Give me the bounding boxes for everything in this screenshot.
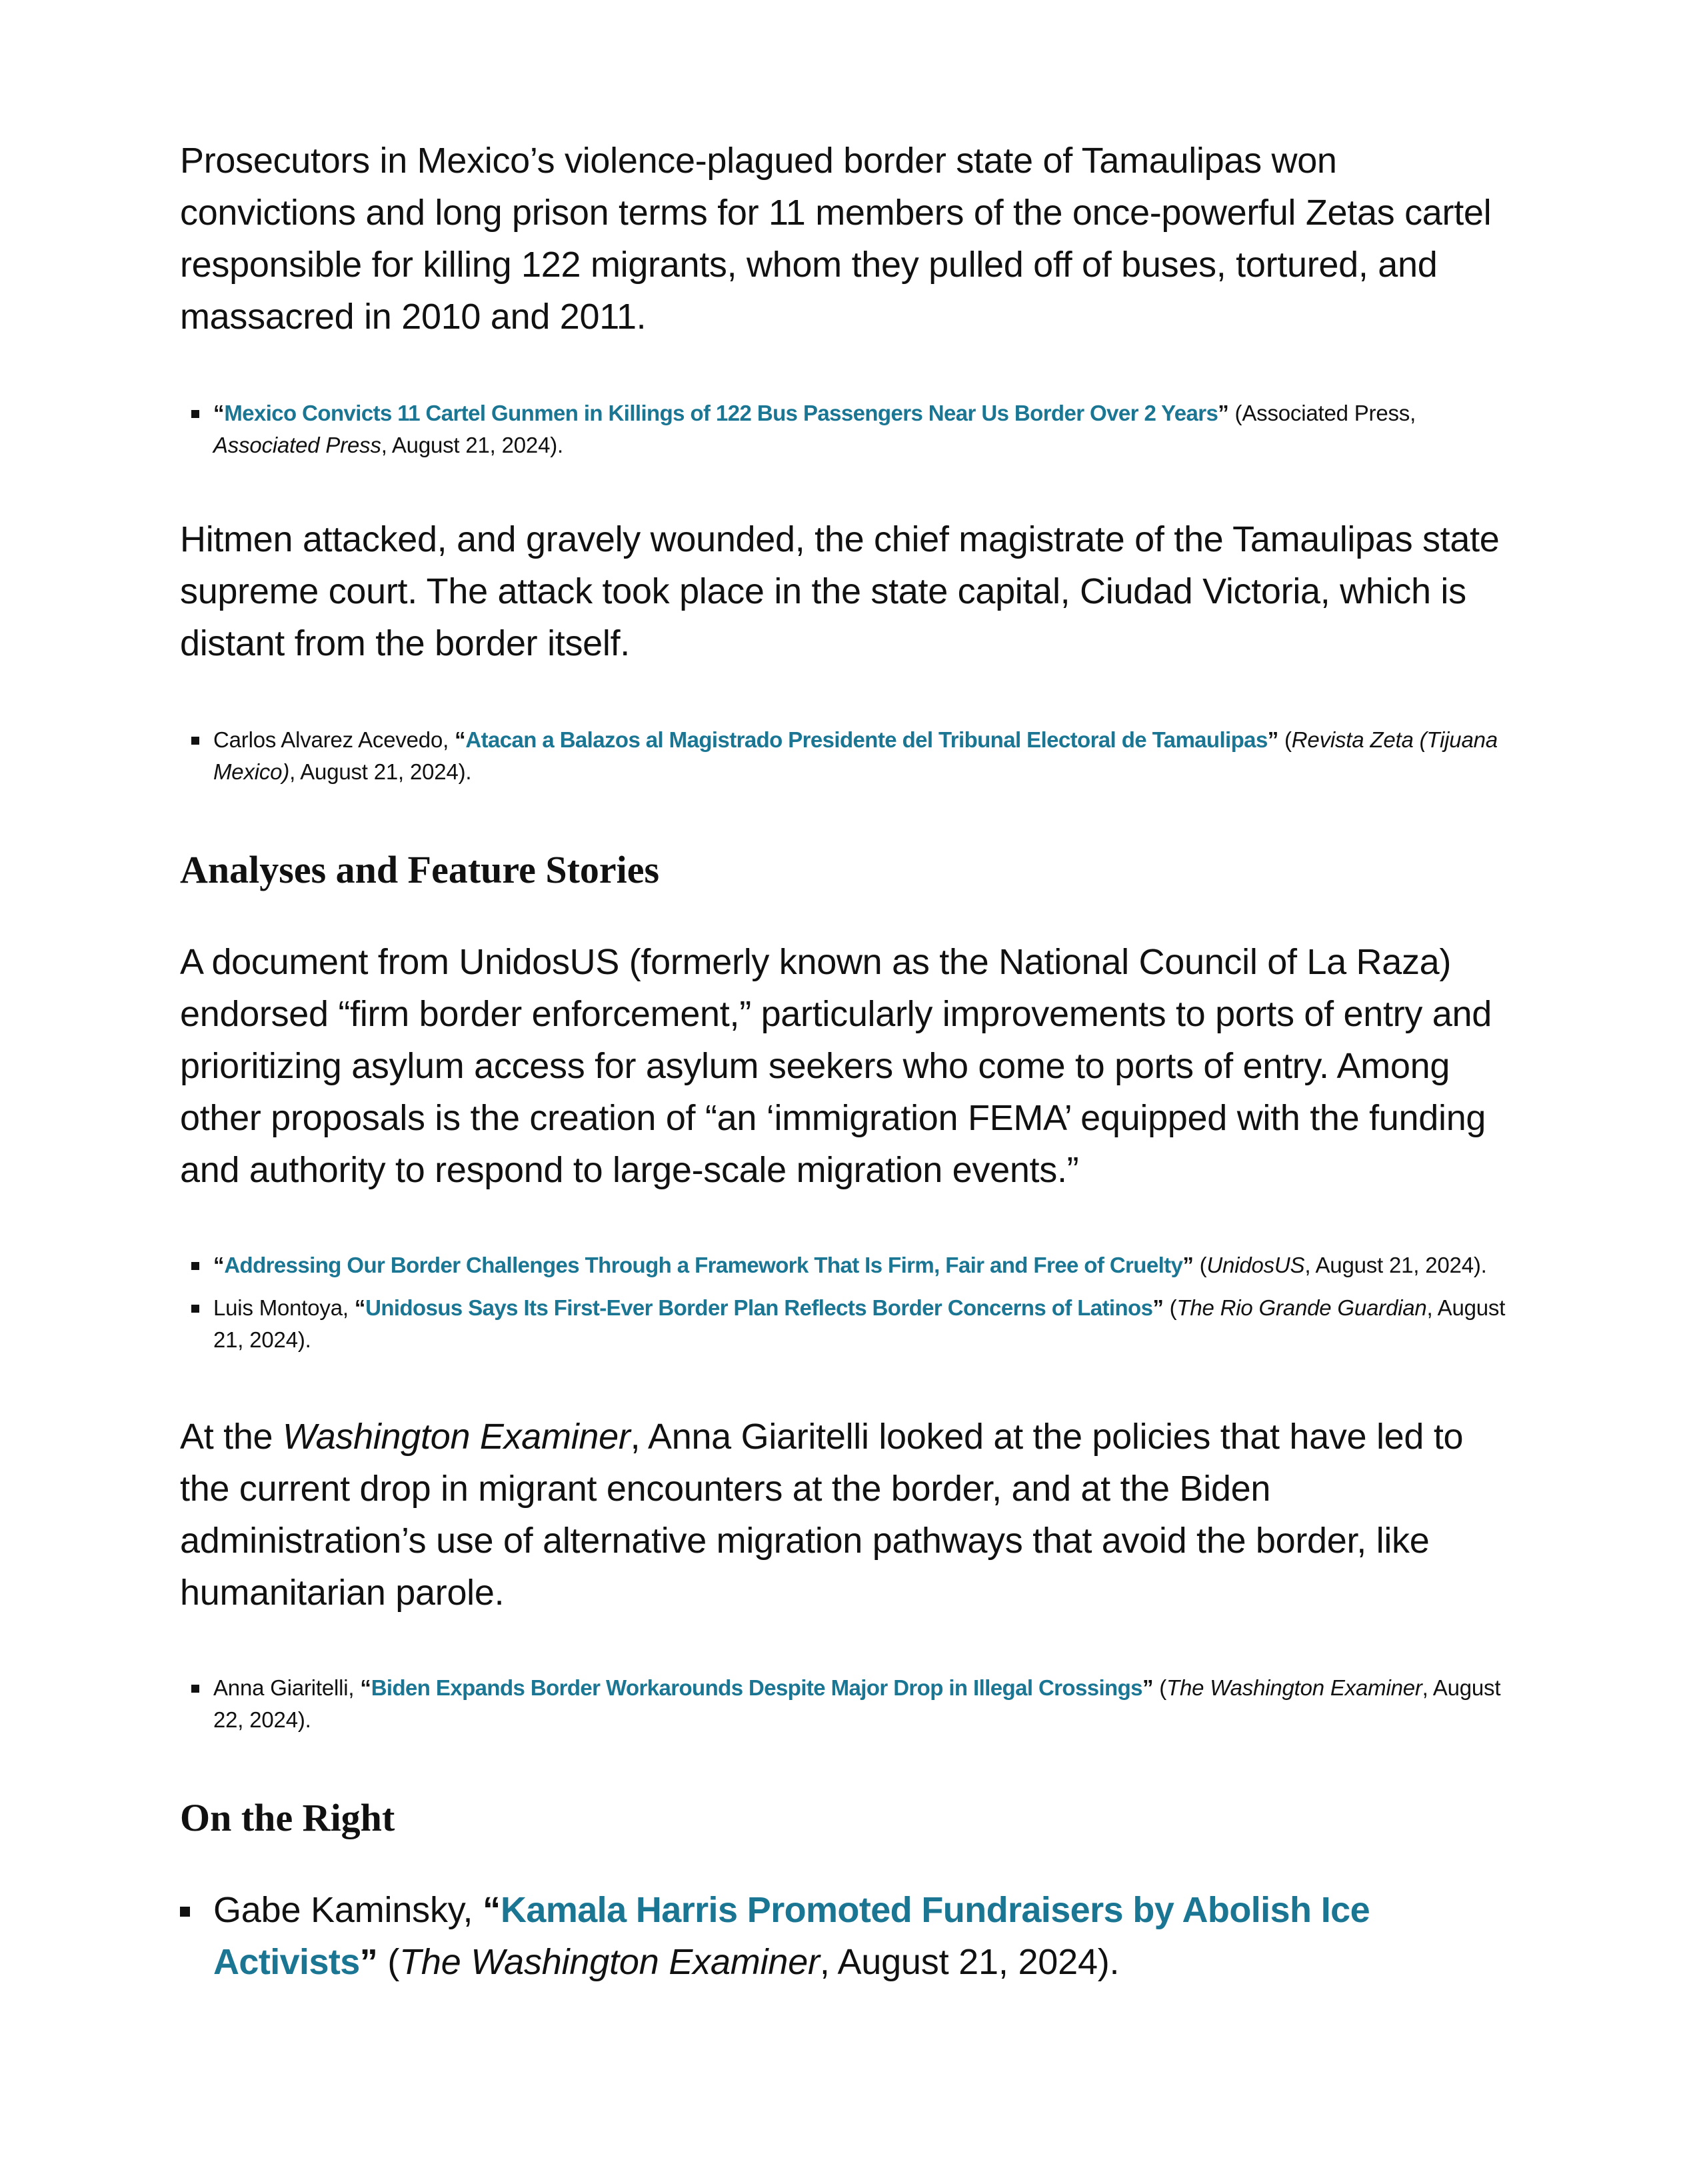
section-heading-analyses: Analyses and Feature Stories	[180, 848, 660, 891]
bullet-icon	[191, 410, 199, 418]
source-list	[180, 724, 1513, 788]
bullet-icon	[191, 1305, 199, 1313]
bullet-icon	[191, 1262, 199, 1270]
article-link[interactable]: Biden Expands Border Workarounds Despite Major Drop in Illegal Crossings	[371, 1675, 1142, 1700]
publication-name: The Rio Grande Guardian	[1176, 1295, 1427, 1320]
article-link[interactable]: Unidosus Says Its First-Ever Border Plan Reflects Border Concerns of Latinos	[365, 1295, 1153, 1320]
publication-name: UnidosUS	[1206, 1253, 1305, 1277]
publication-name: The Washington Examiner	[399, 1942, 820, 1982]
article-link[interactable]: Mexico Convicts 11 Cartel Gunmen in Killings of 122 Bus Passengers Near Us Border Over 2 Years	[224, 401, 1218, 425]
section-heading-on-the-right: On the Right	[180, 1796, 395, 1839]
publication-name: The Washington Examiner	[1166, 1675, 1422, 1700]
author-name: Gabe Kaminsky,	[213, 1890, 483, 1930]
paragraph-washington-examiner: At the Washington Examiner, Anna Giaritelli looked at the policies that have led to the current drop in migrant encounters at the border, and at the Biden administration’s use of alternative migration pathways that avoid the border, like humanitarian parole.	[180, 1417, 1464, 1613]
source-list	[180, 397, 1513, 461]
publication-name: Associated Press	[213, 433, 381, 457]
publication-name: Revista Zeta (Tijuana Mexico)	[213, 727, 1498, 784]
bullet-icon	[191, 737, 199, 745]
source-item: Anna Giaritelli, “Biden Expands Border Workarounds Despite Major Drop in Illegal Crossings” (The Washington Examiner, August 22, 2024).	[180, 1672, 1513, 1736]
source-list	[180, 1884, 1513, 1988]
author-name: Anna Giaritelli,	[213, 1675, 361, 1700]
article-body	[180, 127, 1513, 1988]
source-list	[180, 1672, 1513, 1736]
source-item: “Addressing Our Border Challenges Through a Framework That Is Firm, Fair and Free of Cruelty” (UnidosUS, August 21, 2024).	[180, 1249, 1513, 1281]
bullet-icon	[180, 1907, 190, 1917]
article-link[interactable]: Kamala Harris Promoted Fundraisers by Abolish Ice Activists	[213, 1890, 1370, 1982]
author-name: Luis Montoya,	[213, 1295, 355, 1320]
paragraph-tamaulipas-convictions: Prosecutors in Mexico’s violence-plagued border state of Tamaulipas won convictions and long prison terms for 11 members of the once-powerful Zetas cartel responsible for killing 122 migrants, whom they pulled off of buses, tortured, and massacred in 2010 and 2011.	[180, 141, 1492, 337]
publication-name: Washington Examiner	[283, 1417, 631, 1457]
paragraph-unidosus: A document from UnidosUS (formerly known as the National Council of La Raza) endorsed “firm border enforcement,” particularly improvements to ports of entry and prioritizing asylum access for asylum seekers who come to ports of entry. Among other proposals is the creation of “an ‘immigration FEMA’ equipped with the funding and authority to respond to large-scale migration events.”	[180, 942, 1492, 1190]
source-item: Gabe Kaminsky, “Kamala Harris Promoted Fundraisers by Abolish Ice Activists” (The Washington Examiner, August 21, 2024).	[180, 1884, 1513, 1988]
source-item: “Mexico Convicts 11 Cartel Gunmen in Killings of 122 Bus Passengers Near Us Border Over 2 Years” (Associated Press, Associated Press, August 21, 2024).	[180, 397, 1513, 461]
paragraph-magistrate-attack: Hitmen attacked, and gravely wounded, the chief magistrate of the Tamaulipas state supreme court. The attack took place in the state capital, Ciudad Victoria, which is distant from the border itself.	[180, 519, 1500, 663]
bullet-icon	[191, 1685, 199, 1693]
article-link[interactable]: Atacan a Balazos al Magistrado Presidente del Tribunal Electoral de Tamaulipas	[465, 727, 1268, 752]
source-item: Luis Montoya, “Unidosus Says Its First-Ever Border Plan Reflects Border Concerns of Latinos” (The Rio Grande Guardian, August 21, 2024).	[180, 1292, 1513, 1356]
article-link[interactable]: Addressing Our Border Challenges Through a Framework That Is Firm, Fair and Free of Cruelty	[224, 1253, 1183, 1277]
source-list	[180, 1249, 1513, 1356]
source-item: Carlos Alvarez Acevedo, “Atacan a Balazos al Magistrado Presidente del Tribunal Electoral de Tamaulipas” (Revista Zeta (Tijuana Mexico), August 21, 2024).	[180, 724, 1513, 788]
author-name: Carlos Alvarez Acevedo,	[213, 727, 455, 752]
